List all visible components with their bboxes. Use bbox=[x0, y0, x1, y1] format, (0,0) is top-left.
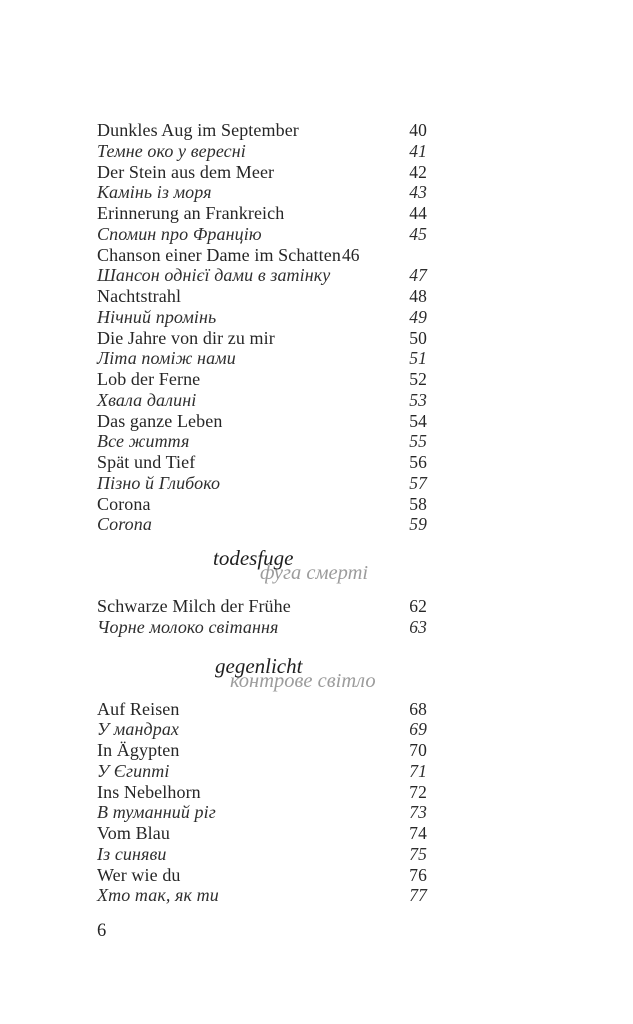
toc-entry-page-number: 57 bbox=[409, 472, 427, 493]
toc-entry-title: Nachtstrahl bbox=[97, 286, 182, 306]
toc-entry-page-number: 45 bbox=[409, 223, 427, 244]
toc-entry bbox=[97, 203, 427, 224]
toc-entry-title: Die Jahre von dir zu mir bbox=[97, 327, 275, 348]
toc-entry-page-number: 51 bbox=[409, 348, 427, 369]
toc-entry bbox=[97, 844, 427, 865]
toc-entry-title: Шансон однієї дами в затінку bbox=[97, 265, 331, 286]
toc-entry-page-number: 75 bbox=[409, 843, 427, 864]
toc-entry bbox=[97, 265, 427, 286]
toc-entry-title: Spät und Tief bbox=[97, 452, 196, 472]
toc-entry-title: Камінь із моря bbox=[97, 182, 212, 203]
toc-entry-page-number: 40 bbox=[409, 120, 427, 140]
toc-entries-group bbox=[97, 120, 427, 535]
toc-entry-page-number: 52 bbox=[409, 369, 427, 389]
toc-entry-page-number: 63 bbox=[409, 616, 427, 637]
toc-entry-page-number: 48 bbox=[409, 286, 427, 306]
toc-entry-title: У мандрах bbox=[97, 719, 180, 740]
toc-entry-title: Lob der Ferne bbox=[97, 369, 201, 389]
toc-entry-title: Auf Reisen bbox=[97, 698, 180, 719]
toc-entry-page-number: 59 bbox=[409, 514, 427, 535]
toc-entry-page-number: 42 bbox=[409, 161, 427, 182]
toc-entry bbox=[97, 761, 427, 782]
toc-entry-page-number: 71 bbox=[409, 760, 427, 781]
toc-entry-page-number: 62 bbox=[409, 596, 427, 616]
toc-entry-title: Dunkles Aug im September bbox=[97, 120, 299, 140]
toc-entry bbox=[97, 182, 427, 203]
toc-entry-title: Corona bbox=[97, 514, 152, 535]
toc-entry-page-number: 50 bbox=[409, 327, 427, 348]
toc-entry-title: Літа поміж нами bbox=[97, 348, 236, 369]
toc-entry-page-number: 41 bbox=[409, 140, 427, 161]
toc-entry-page-number: 73 bbox=[409, 802, 427, 823]
toc-entry-page-number: 43 bbox=[409, 182, 427, 203]
toc-entry-title: Із синяви bbox=[97, 843, 167, 864]
toc-entry-title: Спомин про Францію bbox=[97, 223, 262, 244]
toc-entries-group bbox=[97, 596, 427, 638]
toc-entry-page-number: 56 bbox=[409, 452, 427, 472]
toc-entry bbox=[97, 617, 427, 638]
toc-entry-title: Ins Nebelhorn bbox=[97, 781, 201, 802]
toc-entry-page-number: 58 bbox=[409, 493, 427, 514]
toc-entry-title: Хто так, як ти bbox=[97, 885, 219, 906]
toc-entry bbox=[97, 740, 427, 761]
toc-entry-page-number: 68 bbox=[409, 698, 427, 719]
toc-entry bbox=[97, 328, 427, 349]
toc-entry bbox=[97, 699, 427, 720]
toc-entry-title: Чорне молоко світання bbox=[97, 616, 279, 637]
toc-entry bbox=[97, 348, 427, 369]
toc-entry bbox=[97, 473, 427, 494]
toc-entry-title: Wer wie du bbox=[97, 864, 181, 885]
toc-entry-title: Хвала далині bbox=[97, 389, 197, 410]
toc-entry-page-number: 49 bbox=[409, 306, 427, 327]
toc-entry-title: Corona bbox=[97, 493, 151, 514]
toc-entry-title: Нічний промінь bbox=[97, 306, 217, 327]
toc-entry bbox=[97, 885, 427, 906]
toc-entry-page-number: 74 bbox=[409, 823, 427, 843]
toc-entry-page-number: 47 bbox=[409, 265, 427, 286]
toc-entry-page-number: 54 bbox=[409, 410, 427, 431]
toc-entry-page-number: 76 bbox=[409, 864, 427, 885]
toc-entry bbox=[97, 162, 427, 183]
toc-entry bbox=[97, 802, 427, 823]
toc-entry-title: Das ganze Leben bbox=[97, 410, 223, 431]
toc-entry bbox=[97, 719, 427, 740]
toc-entry bbox=[97, 823, 427, 844]
section-title-german: todesfuge bbox=[213, 546, 294, 570]
toc-entry-page-number: 53 bbox=[409, 389, 427, 410]
toc-entry bbox=[97, 224, 427, 245]
section-title-ukrainian: контрове світло bbox=[230, 669, 376, 692]
toc-entry-title: Erinnerung an Frankreich bbox=[97, 203, 285, 223]
toc-entry bbox=[97, 286, 427, 307]
toc-entry bbox=[97, 307, 427, 328]
toc-entry bbox=[97, 452, 427, 473]
toc-entry-title: Темне око у вересні bbox=[97, 140, 246, 161]
toc-entry-title: In Ägypten bbox=[97, 740, 180, 760]
toc-entry bbox=[97, 369, 427, 390]
section-title-german: gegenlicht bbox=[215, 653, 303, 678]
toc-entry bbox=[97, 514, 427, 535]
toc-entry-page-number: 46 bbox=[341, 244, 360, 265]
toc-entry-page-number: 70 bbox=[409, 740, 427, 760]
toc-entry bbox=[97, 782, 427, 803]
toc-entry-title: Пізно й Глибоко bbox=[97, 472, 221, 493]
toc-entry-title: Vom Blau bbox=[97, 823, 170, 843]
toc-entry-page-number: 44 bbox=[409, 203, 427, 223]
toc-entry bbox=[97, 390, 427, 411]
toc-entry-page-number: 72 bbox=[409, 781, 427, 802]
toc-entry-title: Chanson einer Dame im Schatten bbox=[97, 244, 341, 265]
toc-entry bbox=[97, 494, 427, 515]
toc-entry-title: Все життя bbox=[97, 431, 190, 452]
toc-entry-page-number: 69 bbox=[409, 719, 427, 740]
toc-entry-title: Der Stein aus dem Meer bbox=[97, 161, 275, 182]
toc-entry bbox=[97, 411, 427, 432]
toc-entry bbox=[97, 141, 427, 162]
toc-entries-group bbox=[97, 699, 427, 907]
toc-entry bbox=[97, 431, 427, 452]
section-heading-todesfuge bbox=[97, 545, 427, 586]
folio-page-number: 6 bbox=[97, 921, 107, 941]
toc-entry bbox=[97, 120, 427, 141]
toc-entry-page-number: 55 bbox=[409, 431, 427, 452]
section-title-ukrainian: фуга смерті bbox=[260, 562, 369, 584]
table-of-contents bbox=[97, 120, 427, 906]
toc-entry bbox=[97, 596, 427, 617]
toc-entry bbox=[97, 245, 427, 266]
toc-entry bbox=[97, 865, 427, 886]
section-heading-gegenlicht bbox=[97, 653, 427, 694]
toc-entry-title: В туманний ріг bbox=[97, 802, 216, 823]
toc-entry-title: Schwarze Milch der Frühe bbox=[97, 596, 291, 616]
toc-entry-page-number: 77 bbox=[409, 885, 427, 906]
toc-entry-title: У Єгипті bbox=[97, 760, 170, 781]
